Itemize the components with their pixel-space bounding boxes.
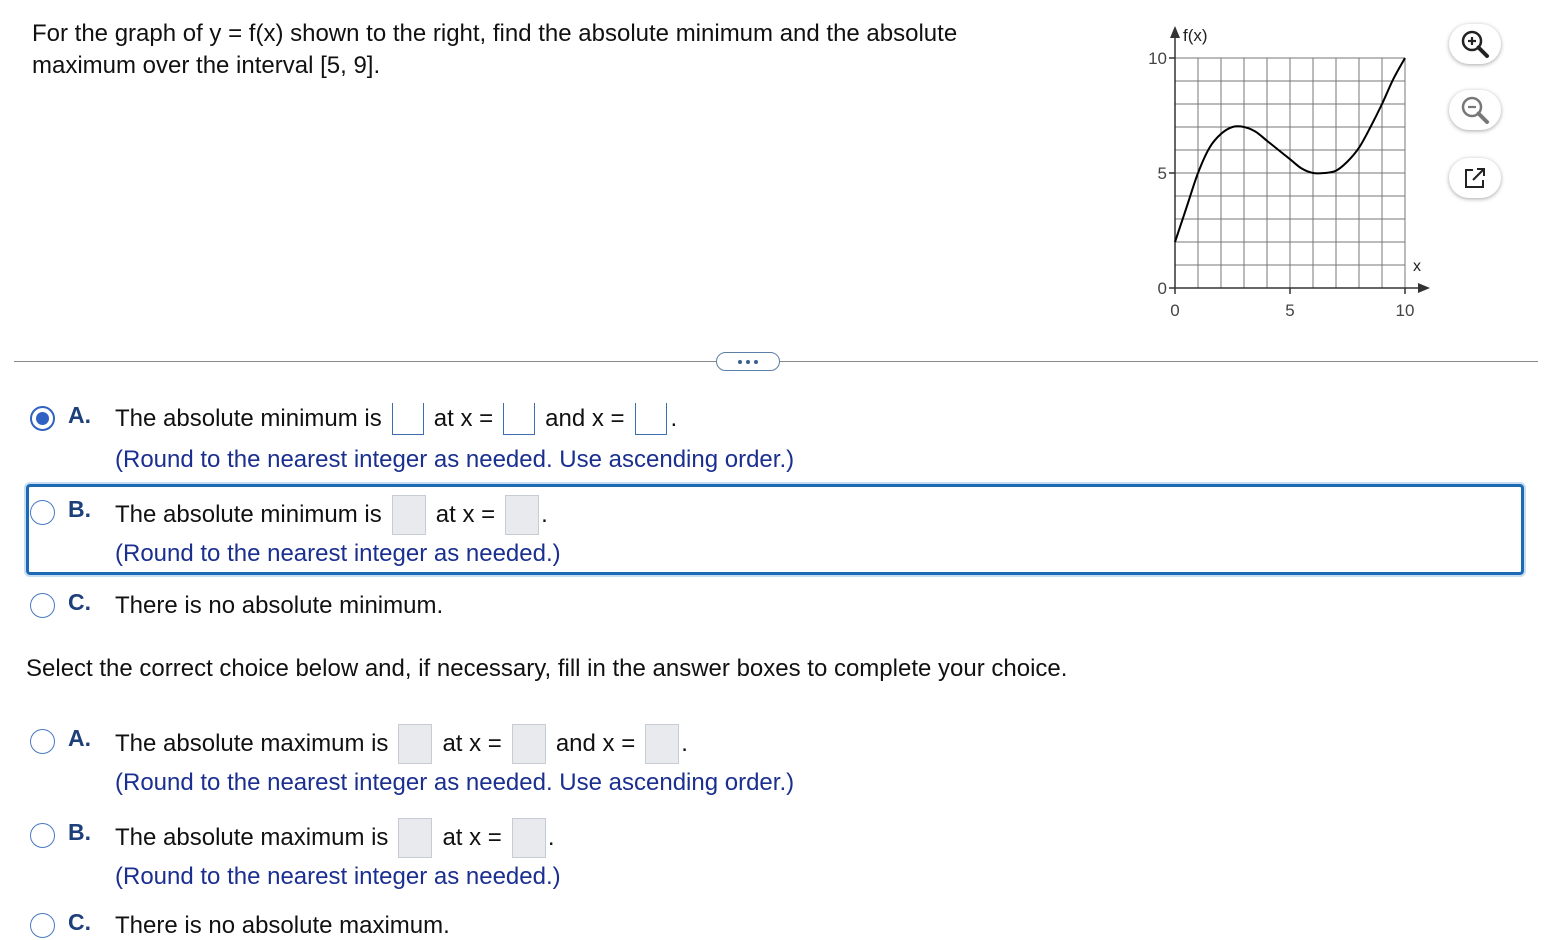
max-a-period: .	[681, 730, 688, 757]
min-b-value-input[interactable]	[392, 495, 426, 535]
zoom-out-icon	[1460, 95, 1490, 125]
min-a-x1-input[interactable]	[503, 403, 535, 435]
max-choice-b-letter: B.	[68, 819, 91, 845]
max-a-text-3: and x =	[555, 730, 636, 757]
x-axis-label: x	[1413, 258, 1421, 275]
popout-icon	[1462, 165, 1488, 191]
min-choice-b-letter: B.	[68, 496, 91, 522]
max-a-text-2: at x =	[442, 730, 502, 757]
max-c-text: There is no absolute maximum.	[115, 912, 450, 939]
max-b-text-1: The absolute maximum is	[115, 824, 389, 851]
zoom-in-icon	[1460, 29, 1490, 59]
min-choice-b-radio[interactable]	[30, 500, 55, 525]
zoom-in-button[interactable]	[1449, 24, 1501, 64]
x-tick-label: 0	[1170, 301, 1180, 320]
max-a-value-input[interactable]	[398, 724, 432, 764]
min-b-text-2: at x =	[435, 501, 496, 528]
max-choice-a-radio[interactable]	[30, 729, 55, 754]
max-b-text-2: at x =	[442, 824, 502, 851]
max-b-period: .	[547, 824, 555, 851]
y-tick-label: 0	[1157, 279, 1167, 298]
x-tick-label: 5	[1285, 301, 1295, 320]
min-a-hint: (Round to the nearest integer as needed. Use ascending order.)	[115, 446, 795, 473]
dot-icon	[746, 360, 750, 364]
min-a-value-input[interactable]	[392, 403, 424, 435]
min-a-text-1: The absolute minimum is	[115, 405, 382, 432]
max-a-x2-input[interactable]	[645, 724, 679, 764]
expand-more-button[interactable]	[716, 352, 780, 371]
min-b-period: .	[541, 501, 548, 528]
function-graph	[1130, 18, 1450, 328]
max-b-x-input[interactable]	[512, 818, 546, 858]
min-a-x2-input[interactable]	[635, 403, 667, 435]
min-a-text-2: at x =	[433, 405, 494, 432]
min-choice-c-letter: C.	[68, 589, 91, 615]
x-axis-arrow-icon	[1418, 283, 1430, 293]
min-choice-a-letter: A.	[68, 402, 91, 428]
max-b-value-input[interactable]	[398, 818, 432, 858]
min-b-hint: (Round to the nearest integer as needed.)	[115, 540, 561, 567]
min-b-text-1: The absolute minimum is	[115, 501, 382, 528]
question-line-1: For the graph of y = f(x) shown to the right, find the absolute minimum and the absolute	[32, 20, 958, 47]
instruction-text: Select the correct choice below and, if necessary, fill in the answer boxes to complete your choice.	[26, 655, 1068, 682]
max-a-x1-input[interactable]	[512, 724, 546, 764]
question-text	[32, 18, 1072, 82]
max-choice-b-radio[interactable]	[30, 823, 55, 848]
x-tick-label: 10	[1395, 301, 1415, 320]
min-a-period: .	[670, 405, 678, 432]
min-choice-a-radio[interactable]	[30, 406, 55, 431]
max-a-hint: (Round to the nearest integer as needed. Use ascending order.)	[115, 769, 795, 796]
zoom-out-button[interactable]	[1449, 90, 1501, 130]
max-choice-c-radio[interactable]	[30, 913, 55, 938]
max-a-text-1: The absolute maximum is	[115, 730, 389, 757]
min-a-text-3: and x =	[545, 405, 625, 432]
y-tick-label: 5	[1157, 164, 1167, 183]
y-axis-arrow-icon	[1170, 26, 1180, 38]
min-b-x-input[interactable]	[505, 495, 539, 535]
y-axis-label: f(x)	[1183, 26, 1208, 45]
max-choice-c-letter: C.	[68, 909, 91, 935]
max-choice-a-letter: A.	[68, 725, 91, 751]
min-c-text: There is no absolute minimum.	[115, 592, 444, 619]
dot-icon	[754, 360, 758, 364]
dot-icon	[738, 360, 742, 364]
question-line-2: maximum over the interval [5, 9].	[32, 52, 381, 79]
min-choice-c-radio[interactable]	[30, 593, 55, 618]
popout-button[interactable]	[1449, 158, 1501, 198]
max-b-hint: (Round to the nearest integer as needed.)	[115, 863, 561, 890]
y-tick-label: 10	[1148, 49, 1167, 68]
